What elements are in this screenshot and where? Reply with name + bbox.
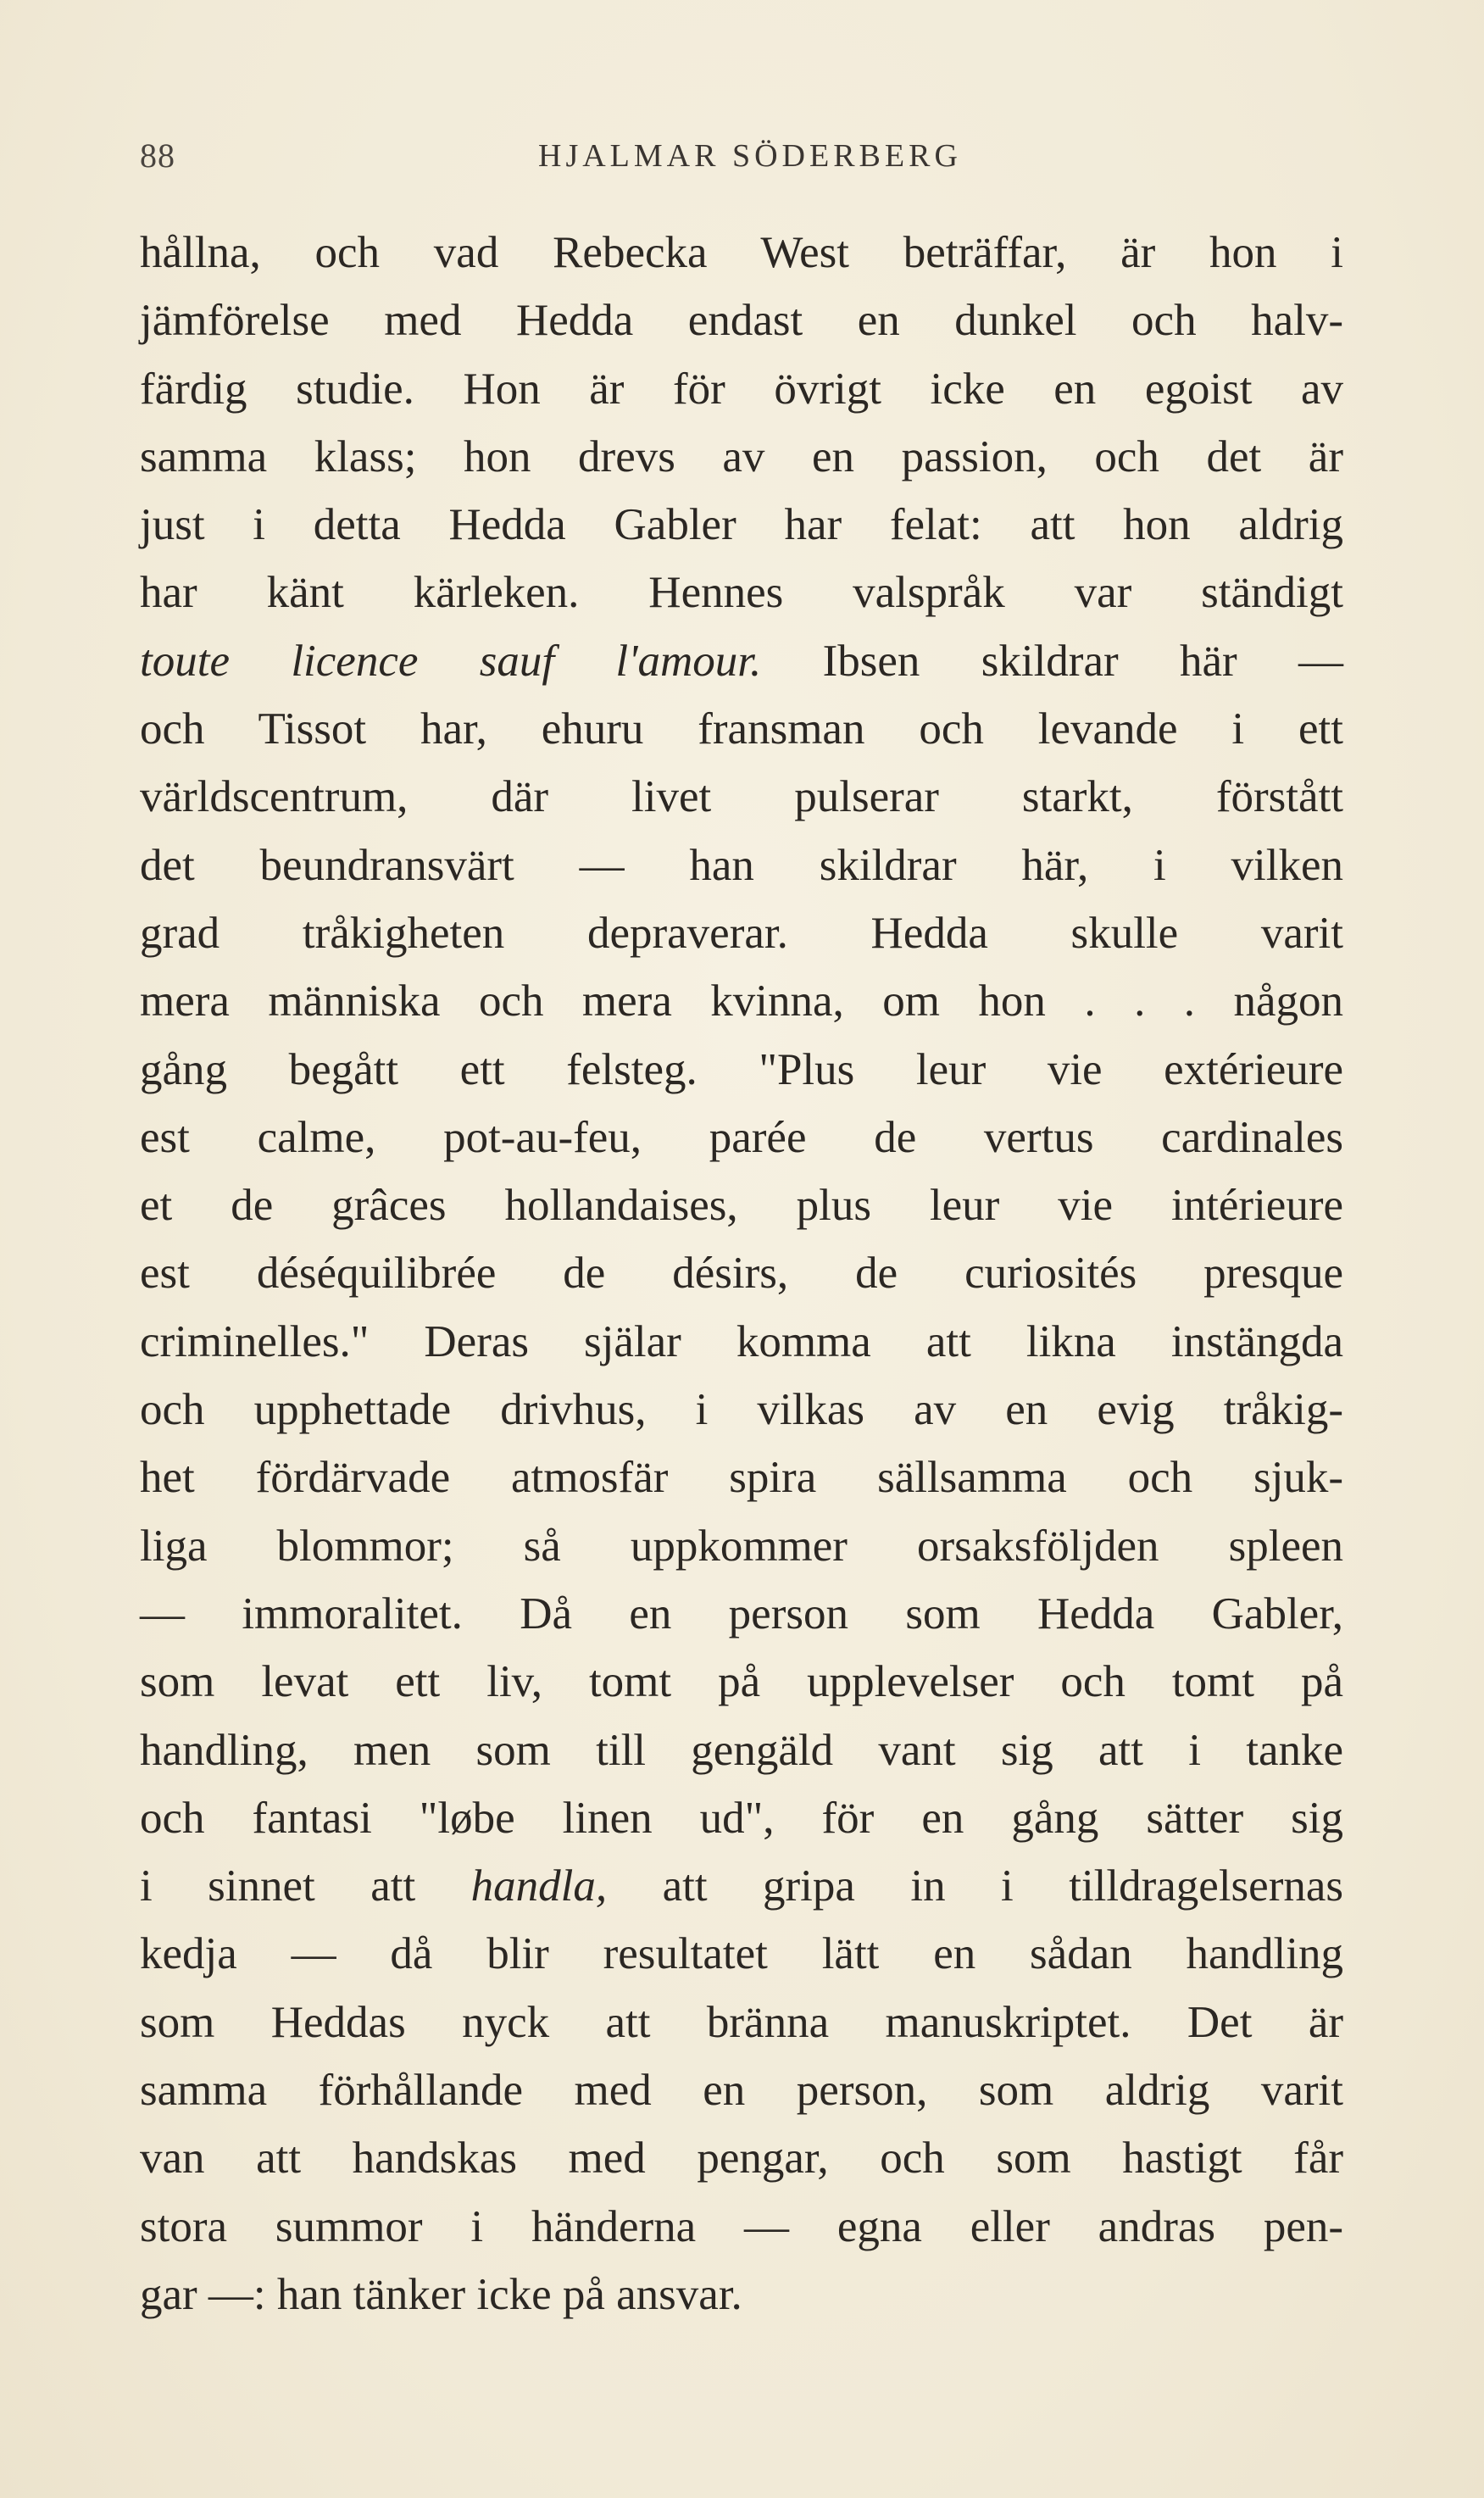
text-segment: och fantasi "løbe linen ud", för en gång sätter sig	[140, 1793, 1343, 1843]
text-segment: jämförelse med Hedda endast en dunkel och halv-	[140, 296, 1343, 346]
text-segment: van att handskas med pengar, och som hastigt får	[140, 2134, 1343, 2184]
text-segment: samma förhållande med en person, som aldrig varit	[140, 2066, 1343, 2116]
text-segment: färdig studie. Hon är för övrigt icke en egoist av	[140, 364, 1343, 414]
text-segment: stora summor i händerna — egna eller andras pen-	[140, 2201, 1343, 2251]
text-segment: criminelles." Deras själar komma att likna instängda	[140, 1316, 1343, 1366]
text-line	[140, 355, 1343, 423]
text-segment: het fördärvade atmosfär spira sällsamma och sjuk-	[140, 1453, 1343, 1503]
text-segment: grad tråkigheten depraverar. Hedda skulle varit	[140, 908, 1343, 958]
text-segment: och Tissot har, ehuru fransman och levande i ett	[140, 704, 1343, 754]
page-number: 88	[140, 136, 175, 175]
text-line	[140, 1784, 1343, 1852]
text-line	[140, 899, 1343, 967]
text-line	[140, 287, 1343, 354]
text-segment: mera människa och mera kvinna, om hon . . . någon	[140, 976, 1343, 1026]
text-line	[140, 1989, 1343, 2056]
text-segment: handling, men som till gengäld vant sig att i tanke	[140, 1725, 1343, 1775]
text-line	[140, 423, 1343, 491]
text-line	[140, 1716, 1343, 1784]
text-segment: est calme, pot-au-feu, parée de vertus cardinales	[140, 1112, 1343, 1162]
text-segment: gar —: han tänker icke på ansvar.	[140, 2269, 742, 2319]
text-segment: världscentrum, där livet pulserar starkt, förstått	[140, 772, 1343, 822]
text-segment: gång begått ett felsteg. "Plus leur vie extérieure	[140, 1044, 1343, 1094]
text-line	[140, 491, 1343, 559]
text-line	[140, 2124, 1343, 2192]
text-line	[140, 1171, 1343, 1239]
text-segment: Ibsen skildrar här —	[761, 636, 1343, 686]
text-segment: kedja — då blir resultatet lätt en sådan handling	[140, 1929, 1343, 1979]
text-segment: som Heddas nyck att bränna manuskriptet. Det är	[140, 1997, 1343, 2047]
italic-text: toute licence sauf l'amour.	[140, 636, 762, 686]
text-segment: et de grâces hollandaises, plus leur vie intérieure	[140, 1181, 1343, 1231]
text-line	[140, 559, 1343, 626]
text-line	[140, 2056, 1343, 2124]
page-header	[140, 136, 1343, 186]
text-line	[140, 1920, 1343, 1988]
text-segment: att gripa in i tilldragelsernas	[607, 1861, 1343, 1911]
body-text	[140, 219, 1343, 2328]
text-line	[140, 219, 1343, 287]
text-line	[140, 763, 1343, 831]
text-line	[140, 1308, 1343, 1376]
text-segment: — immoralitet. Då en person som Hedda Gabler,	[140, 1588, 1343, 1638]
text-line	[140, 832, 1343, 899]
text-segment: har känt kärleken. Hennes valspråk var ständigt	[140, 568, 1343, 618]
text-line	[140, 1648, 1343, 1716]
text-line	[140, 967, 1343, 1035]
text-line	[140, 1580, 1343, 1648]
text-segment: det beundransvärt — han skildrar här, i vilken	[140, 840, 1343, 890]
italic-text: handla,	[470, 1861, 608, 1911]
text-line	[140, 1852, 1343, 1920]
text-line	[140, 1444, 1343, 1511]
text-line	[140, 2261, 1343, 2328]
text-line	[140, 2193, 1343, 2261]
text-segment: och upphettade drivhus, i vilkas av en evig tråkig-	[140, 1385, 1343, 1435]
text-segment: just i detta Hedda Gabler har felat: att hon aldrig	[140, 500, 1343, 550]
text-line	[140, 1239, 1343, 1307]
text-segment: samma klass; hon drevs av en passion, och det är	[140, 431, 1343, 481]
text-segment: est déséquilibrée de désirs, de curiosités presque	[140, 1249, 1343, 1299]
text-line	[140, 1104, 1343, 1171]
text-line	[140, 627, 1343, 695]
running-head: HJALMAR SÖDERBERG	[538, 138, 962, 174]
text-segment: hållna, och vad Rebecka West beträffar, är hon i	[140, 228, 1343, 277]
text-line	[140, 1512, 1343, 1580]
text-line	[140, 695, 1343, 763]
text-line	[140, 1376, 1343, 1444]
text-segment: i sinnet att	[140, 1861, 471, 1911]
text-line	[140, 1036, 1343, 1104]
text-segment: som levat ett liv, tomt på upplevelser och tomt på	[140, 1657, 1343, 1707]
text-segment: liga blommor; så uppkommer orsaksföljden spleen	[140, 1521, 1343, 1571]
